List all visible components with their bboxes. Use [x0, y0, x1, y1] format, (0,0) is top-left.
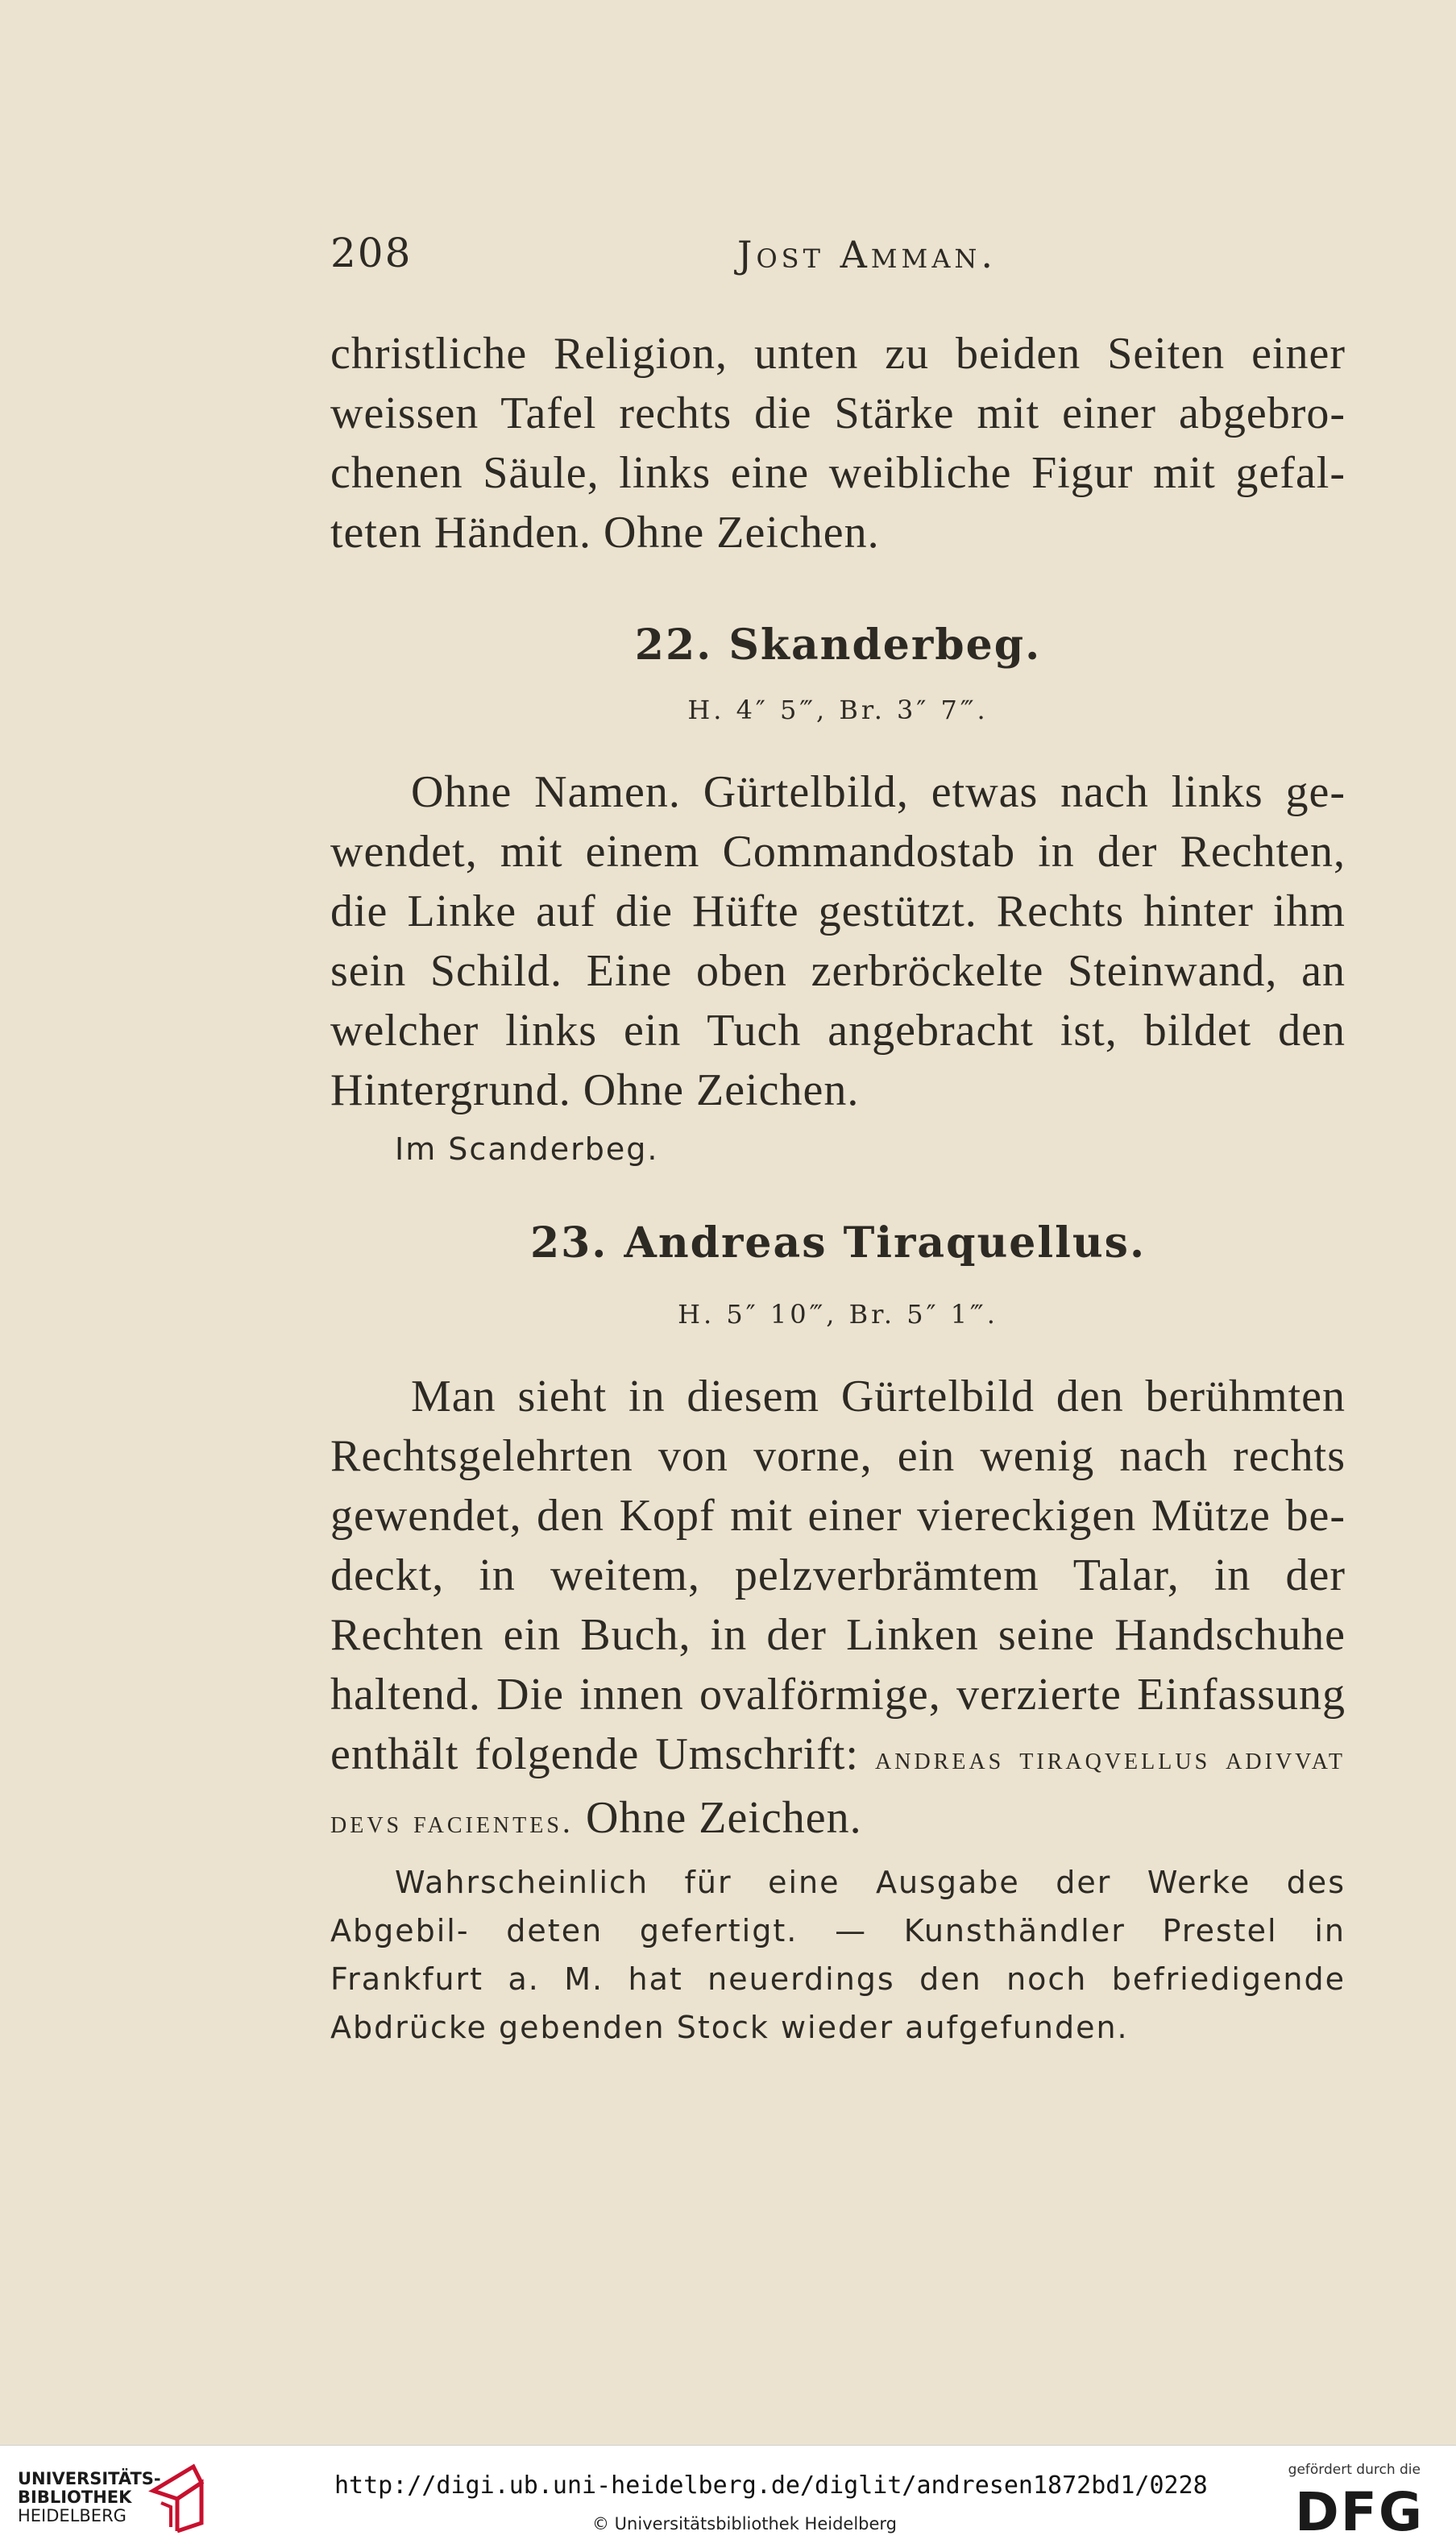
university-library-logo — [18, 2470, 211, 2542]
inscription: andreas tiraqvellus adivvat devs facientes. — [330, 1740, 1346, 1840]
intro-block — [330, 324, 1346, 562]
library-emblem-icon — [145, 2459, 222, 2536]
entry-title-23: 23. Andreas Tiraquellus. — [529, 1218, 1147, 1268]
running-title: Jost Amman. — [737, 233, 998, 276]
page-number: 208 — [330, 230, 413, 276]
dfg-logo: DFG — [1294, 2481, 1424, 2543]
library-name-line1: UNIVERSITÄTS- — [18, 2469, 161, 2488]
library-name-line3: HEIDELBERG — [18, 2506, 127, 2525]
entry-description-23 — [330, 1367, 1346, 1852]
copyright-notice: © Universitätsbibliothek Heidelberg — [592, 2514, 898, 2533]
entry-description-end-23: Ohne Zeichen. — [585, 1793, 862, 1843]
entry-dimensions-22: H. 4″ 5‴, Br. 3″ 7‴. — [687, 695, 989, 725]
library-name — [18, 2470, 161, 2525]
entry-title-22: 22. Skanderbeg. — [634, 620, 1042, 670]
entry-note-22: Im Scanderbeg. — [395, 1131, 659, 1167]
permalink-url[interactable]: http://digi.ub.uni-heidelberg.de/diglit/andresen1872bd1/0228 — [334, 2471, 1208, 2500]
entry-body-22 — [330, 762, 1346, 1173]
page-header — [330, 230, 1346, 286]
entry-body-23 — [330, 1367, 1346, 2052]
entry-note-23: Wahrscheinlich für eine Ausgabe der Werke des Abgebil- deten gefertigt. — Kunsthändler Prestel in Frankfurt a. M. hat neuerdings den noch befriedigende Abdrücke gebenden Stock wieder aufgefunden. — [330, 1865, 1346, 2045]
entry-dimensions-23: H. 5″ 10‴, Br. 5″ 1‴. — [678, 1299, 998, 1330]
funding-note: gefördert durch die — [1288, 2462, 1421, 2478]
intro-paragraph: christliche Religion, unten zu beiden Seiten einer weissen Tafel rechts die Stärke mit einer abgebro- chenen Säule, links eine weibliche Figur mit gefal- teten Händen. Ohne Zeichen. — [330, 329, 1346, 558]
library-name-line2: BIBLIOTHEK — [18, 2488, 132, 2507]
digitization-footer — [0, 2445, 1456, 2548]
entry-description-text-23: Man sieht in diesem Gürtelbild den berühmten Rechtsgelehrten von vorne, ein wenig nach rechts gewendet, den Kopf mit einer viereckigen Mütze be- deckt, in weitem, pelzverbrämtem Talar, in der Rechten ein Buch, in der Linken seine Handschuhe haltend. Die innen ovalförmige, verzierte Einfassung enthält folgende Umschrift: — [330, 1372, 1346, 1779]
entry-description-22: Ohne Namen. Gürtelbild, etwas nach links ge- wendet, mit einem Commandostab in der Rechten, die Linke auf die Hüfte gestützt. Rechts hinter ihm sein Schild. Eine oben zerbröckelte Steinwand, an welcher links ein Tuch angebracht ist, bildet den Hintergrund. Ohne Zeichen. — [330, 767, 1346, 1115]
